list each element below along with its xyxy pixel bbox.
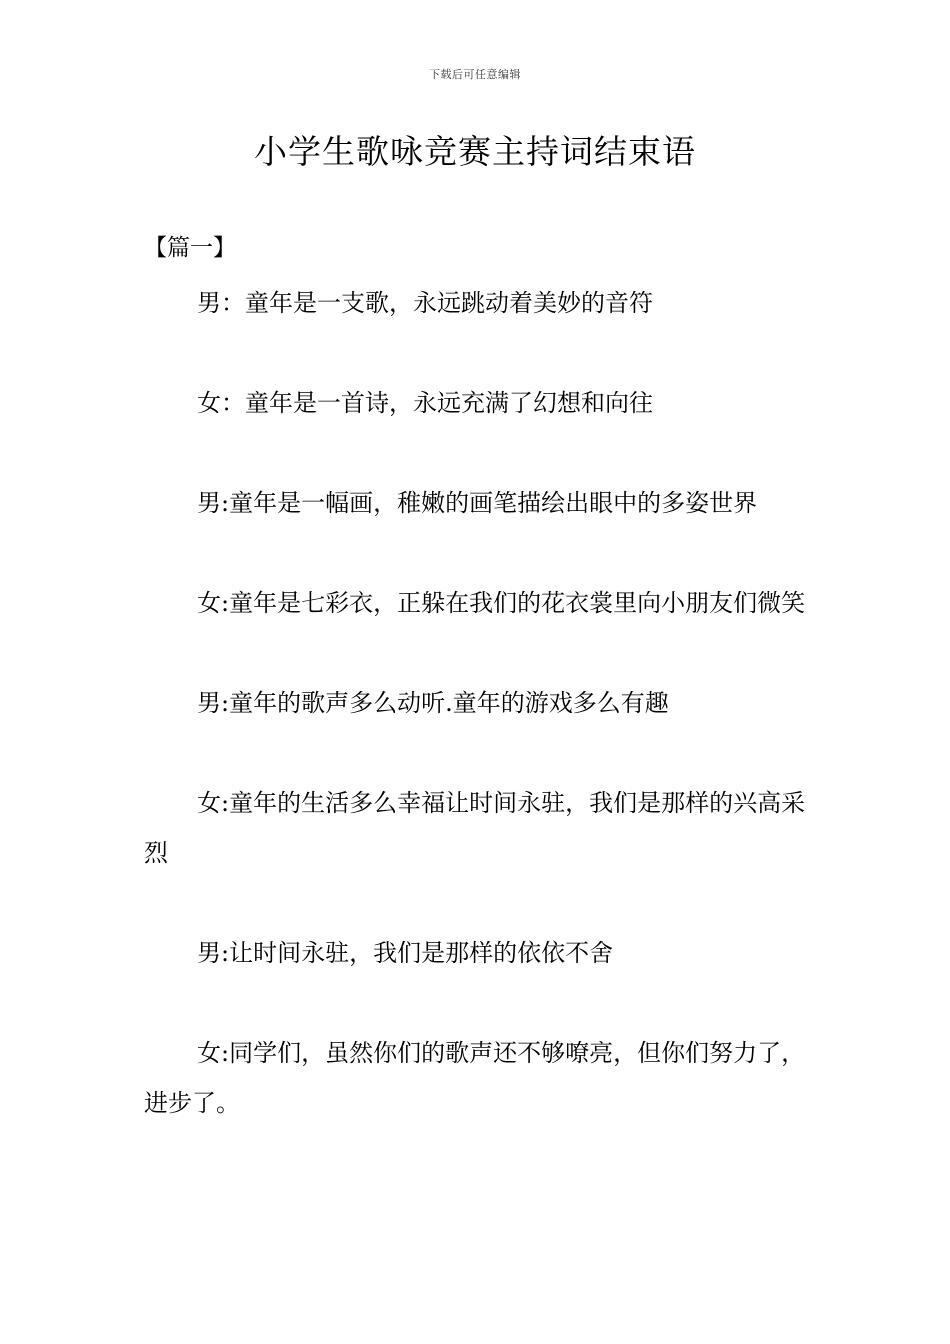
dialogue-paragraph: 男:童年的歌声多么动听.童年的游戏多么有趣 xyxy=(197,689,669,717)
header-note: 下载后可任意编辑 xyxy=(429,68,521,81)
dialogue-paragraph: 男：童年是一支歌，永远跳动着美妙的音符 xyxy=(197,289,653,317)
dialogue-paragraph: 男:童年是一幅画，稚嫩的画笔描绘出眼中的多姿世界 xyxy=(197,489,758,517)
dialogue-paragraph: 男:让时间永驻，我们是那样的依依不舍 xyxy=(197,939,614,967)
dialogue-paragraph: 女:童年是七彩衣，正躲在我们的花衣裳里向小朋友们微笑 xyxy=(197,589,806,617)
document-title: 小学生歌咏竞赛主持词结束语 xyxy=(254,132,696,171)
dialogue-paragraph: 女:童年的生活多么幸福让时间永驻，我们是那样的兴高采烈 xyxy=(144,789,806,867)
section-label: 【篇一】 xyxy=(144,235,236,261)
document-body xyxy=(144,278,809,1178)
dialogue-paragraph: 女:同学们，虽然你们的歌声还不够嘹亮，但你们努力了，进步了。 xyxy=(144,1039,806,1117)
dialogue-paragraph: 女：童年是一首诗，永远充满了幻想和向往 xyxy=(197,389,653,417)
